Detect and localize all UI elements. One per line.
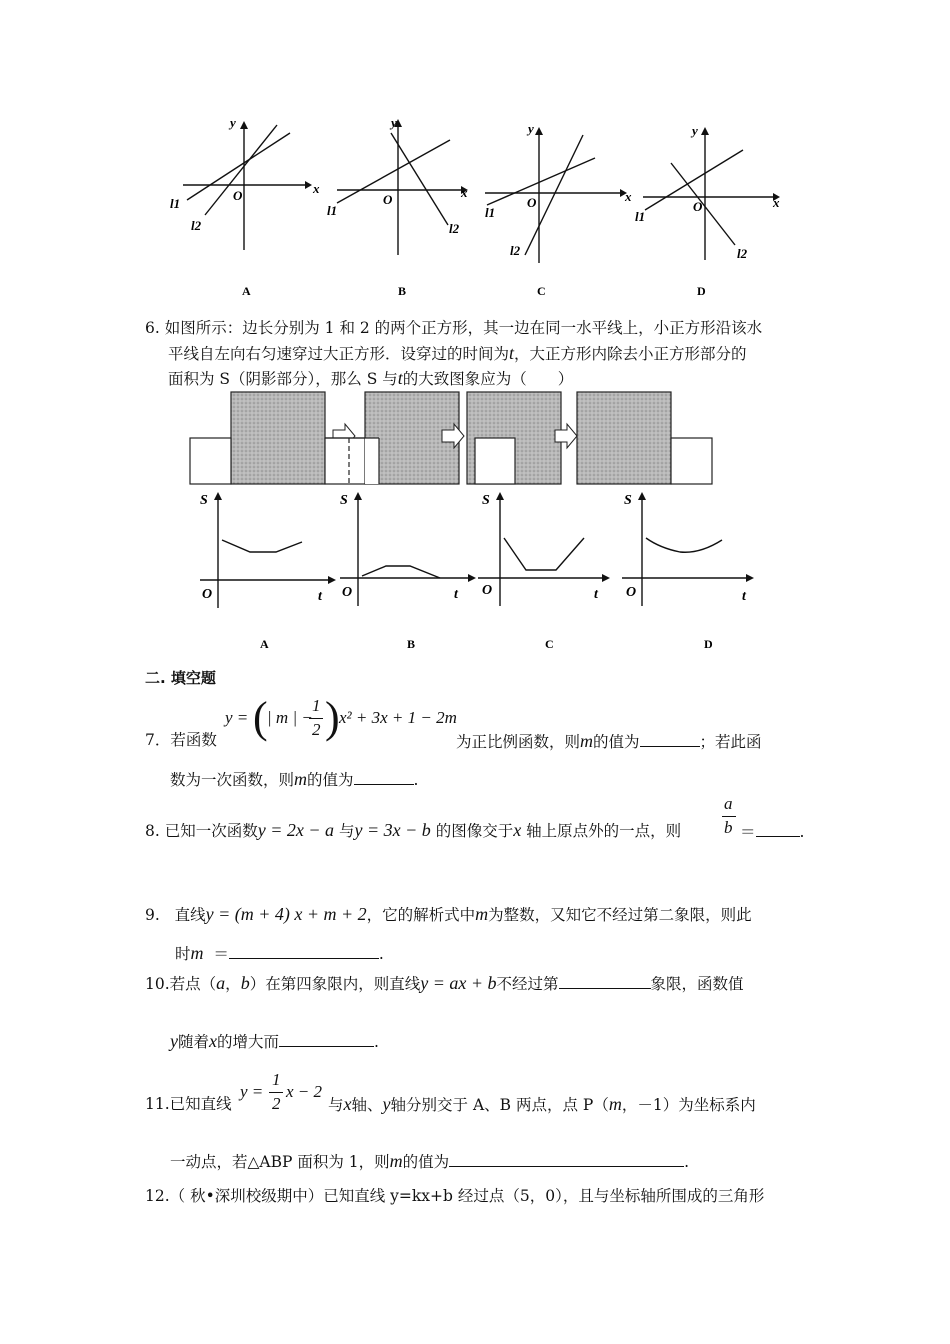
q10-line1: 10.若点（a，b）在第四象限内，则直线y = ax + b不经过第 象限，函数值 [145, 973, 744, 993]
q7-line1: 7．若函数 [145, 731, 217, 749]
q6-line2: 平线自左向右匀速穿过大正方形．设穿过的时间为t，大正方形内除去小正方形部分的 [168, 343, 747, 363]
q6-line1: 6. 如图所示：边长分别为 1 和 2 的两个正方形，其一边在同一水平线上，小正方形沿该水 [145, 319, 763, 337]
q11-line1: 11.已知直线 [145, 1095, 232, 1113]
squares-diagram [185, 390, 715, 490]
q11-blank[interactable] [449, 1150, 684, 1167]
q8-fraction: a b [721, 794, 741, 842]
svg-text:O: O [482, 583, 493, 598]
q8-answer: ＝ . [740, 820, 804, 842]
svg-text:l2: l2 [737, 246, 748, 261]
option-label-c: C [537, 284, 546, 298]
graph-c [485, 121, 632, 298]
svg-text:l1: l1 [170, 196, 181, 211]
option-label-d: D [697, 284, 706, 298]
svg-text:l1: l1 [327, 203, 338, 218]
q7-line1-tail: 为正比例函数，则m的值为 ；若此函 [456, 731, 762, 751]
q9-line1: 9. 直线y = (m + 4) x + m + 2，它的解析式中m为整数，又知它不经过第二象限，则此 [145, 904, 752, 924]
origin-label-a: O [233, 188, 243, 203]
svg-text:O: O [527, 195, 537, 210]
svg-text:S: S [340, 493, 348, 508]
svg-text:l2: l2 [449, 221, 460, 236]
svg-text:t: t [318, 589, 322, 604]
q7-blank-1[interactable] [640, 730, 700, 747]
svg-text:x: x [625, 189, 632, 204]
q7-blank-2[interactable] [354, 768, 414, 785]
svg-text:S: S [482, 493, 490, 508]
q10-blank-1[interactable] [559, 972, 651, 989]
svg-text:C: C [545, 637, 554, 651]
q9-line2: 时m ＝ . [175, 943, 384, 963]
s-t-graphs [190, 490, 770, 655]
svg-text:x: x [313, 181, 320, 196]
svg-text:y: y [230, 115, 236, 130]
q8-blank[interactable] [756, 820, 800, 837]
svg-text:l1: l1 [635, 209, 646, 224]
q12-line: 12.（ 秋•深圳校级期中）已知直线 y=kx+b 经过点（5，0），且与坐标轴所围成的三角形 [145, 1187, 765, 1205]
svg-text:O: O [383, 192, 393, 207]
q6-line3: 面积为 S（阴影部分），那么 S 与t的大致图象应为（ ） [168, 368, 574, 388]
q11-equation: y = 1 2 x − 2 [240, 1070, 323, 1113]
q11-line2: 一动点，若△ABP 面积为 1，则m的值为 . [170, 1151, 690, 1171]
q7-line2: 数为一次函数，则m的值为 . [170, 769, 419, 789]
st-graph-c [478, 492, 610, 651]
svg-text:x: x [773, 195, 780, 210]
svg-text:O: O [693, 199, 703, 214]
svg-text:A: A [260, 637, 269, 651]
svg-text:S: S [200, 493, 208, 508]
q8-line: 8. 已知一次函数y = 2x − a 与y = 3x − b 的图像交于x 轴上原点外的一点，则 [145, 820, 682, 840]
svg-text:t: t [742, 589, 746, 604]
option-label-a: A [242, 284, 251, 298]
svg-text:B: B [407, 637, 416, 651]
line-graph-options [165, 115, 795, 305]
svg-text:O: O [342, 585, 353, 600]
svg-text:O: O [626, 585, 637, 600]
q10-blank-2[interactable] [279, 1030, 374, 1047]
svg-text:t: t [454, 587, 458, 602]
graph-b [327, 115, 468, 298]
svg-text:y: y [391, 115, 397, 130]
graph-d [635, 123, 780, 298]
graph-a [170, 115, 320, 298]
q10-line2: y随着x的增大而 . [170, 1031, 379, 1051]
svg-text:l1: l1 [485, 205, 496, 220]
q11-line1-tail: 与x轴、y轴分别交于 A、B 两点，点 P（m，－1）为坐标系内 [328, 1094, 756, 1114]
st-graph-d [622, 492, 754, 651]
option-label-b: B [398, 284, 407, 298]
st-graph-b [340, 492, 476, 651]
section-title: 二. 填空题 [145, 669, 216, 687]
st-graph-a [200, 492, 336, 651]
svg-text:t: t [594, 587, 598, 602]
svg-text:x: x [461, 185, 468, 200]
svg-text:l2: l2 [510, 243, 521, 258]
q9-blank[interactable] [229, 942, 379, 959]
svg-text:l2: l2 [191, 218, 202, 233]
svg-text:y: y [528, 121, 534, 136]
svg-text:y: y [692, 123, 698, 138]
svg-text:S: S [624, 493, 632, 508]
q7-equation: y = ( | m | − 1 2 ) x² + 3x + 1 − 2m [225, 693, 457, 742]
svg-text:D: D [704, 637, 713, 651]
svg-text:O: O [202, 587, 213, 602]
